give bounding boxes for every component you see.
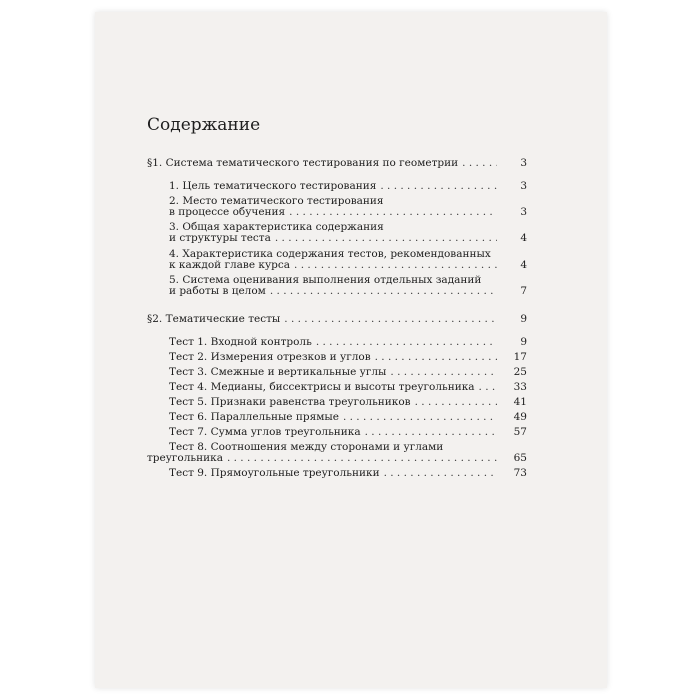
page-number: 9: [520, 313, 527, 325]
leader-dots: [365, 427, 497, 438]
page-number: 17: [513, 351, 527, 363]
entry-text-line-1: 3. Общая характеристика содержания: [169, 221, 384, 233]
leader-dots: [289, 207, 497, 218]
toc-entry: [147, 249, 527, 271]
entry-text-line-1: 4. Характеристика содержания тестов, рекомендованных: [169, 248, 491, 260]
leader-dots: [384, 468, 497, 479]
toc-entry: [147, 181, 527, 192]
page-title: Содержание: [147, 115, 261, 135]
page-number: 57: [513, 426, 527, 438]
toc-entry: [147, 397, 527, 408]
page-number: 41: [513, 396, 527, 408]
page-number: 3: [520, 157, 527, 169]
page-number: 9: [520, 336, 527, 348]
leader-dots: [375, 352, 497, 363]
toc-entry: [147, 468, 527, 479]
entry-text-line-2: к каждой главе курса: [169, 259, 291, 271]
leader-dots: [316, 337, 497, 348]
toc-entry: [147, 275, 527, 297]
entry-text: Тест 5. Признаки равенства треугольников: [169, 396, 411, 408]
leader-dots: [462, 158, 497, 169]
leader-dots: [390, 367, 497, 378]
toc-entry-section-2: [147, 314, 527, 325]
page-number: 3: [520, 206, 527, 218]
entry-text: Тест 7. Сумма углов треугольника: [169, 426, 361, 438]
leader-dots: [343, 412, 497, 423]
toc-entry: [147, 427, 527, 438]
leader-dots: [294, 260, 497, 271]
entry-text-line-1: Тест 8. Соотношения между сторонами и углами: [169, 441, 444, 453]
toc-entry: [147, 337, 527, 348]
leader-dots: [270, 286, 497, 297]
entry-text: §2. Тематические тесты: [147, 313, 281, 325]
leader-dots: [479, 382, 497, 393]
entry-text: Тест 3. Смежные и вертикальные углы: [169, 366, 387, 378]
leader-dots: [380, 181, 497, 192]
book-page: [95, 12, 607, 688]
toc-entry: [147, 412, 527, 423]
entry-text: Тест 4. Медианы, биссектрисы и высоты треугольника: [169, 381, 475, 393]
page-number: 7: [520, 285, 527, 297]
entry-text: §1. Система тематического тестирования по геометрии: [147, 157, 459, 169]
leader-dots: [275, 233, 497, 244]
page-number: 4: [520, 232, 527, 244]
entry-text: Тест 2. Измерения отрезков и углов: [169, 351, 371, 363]
entry-text-line-1: 5. Система оценивания выполнения отдельных заданий: [169, 274, 482, 286]
toc-entry: [147, 222, 527, 244]
leader-dots: [415, 397, 497, 408]
entry-text-line-2: и структуры теста: [169, 232, 271, 244]
toc-entry: [147, 441, 527, 464]
entry-text-line-2: в процессе обучения: [169, 206, 286, 218]
entry-text-line-2: треугольника: [147, 452, 223, 464]
page-number: 33: [513, 381, 527, 393]
page-number: 65: [513, 452, 527, 464]
toc-entry: [147, 367, 527, 378]
entry-text: Тест 1. Входной контроль: [169, 336, 312, 348]
leader-dots: [227, 453, 497, 464]
page-number: 4: [520, 259, 527, 271]
page-number: 73: [513, 467, 527, 479]
toc-entry-section-1: [147, 158, 527, 169]
entry-text: 1. Цель тематического тестирования: [169, 180, 377, 192]
page-number: 3: [520, 180, 527, 192]
leader-dots: [284, 314, 497, 325]
toc-entry: [147, 196, 527, 218]
page-number: 25: [513, 366, 527, 378]
entry-text: Тест 9. Прямоугольные треугольники: [169, 467, 380, 479]
toc-entry: [147, 382, 527, 393]
page-number: 49: [513, 411, 527, 423]
toc-entry: [147, 352, 527, 363]
entry-text-line-2: и работы в целом: [169, 285, 266, 297]
entry-text: Тест 6. Параллельные прямые: [169, 411, 339, 423]
entry-text-line-1: 2. Место тематического тестирования: [169, 195, 384, 207]
